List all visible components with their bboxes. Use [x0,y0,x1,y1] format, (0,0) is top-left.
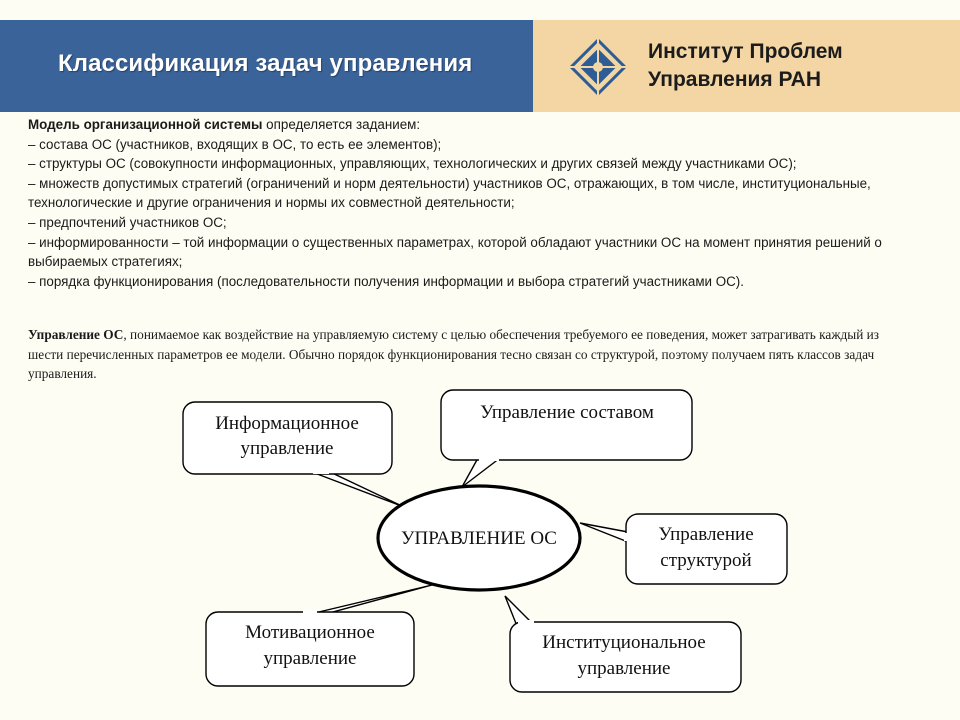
center-node [378,486,580,590]
model-item: – порядка функционирования (последовательности получения информации и выбора стратегий участниками ОС). [28,273,744,289]
callout-motivation-line1: Мотивационное [245,622,375,643]
callout-structure-line1: Управление [658,524,754,545]
callout-info-control [183,402,392,474]
model-item: – предпочтений участников ОС; [28,214,227,230]
callout-structure-line2: структурой [660,550,752,571]
callout-institutional-line1: Институциональное [542,632,706,653]
callout-motivation-line2: управление [263,648,357,669]
callout-structure-control [624,514,787,584]
control-lead-bold: Управление ОС [28,327,124,342]
model-item: – информированности – той информации о существенных параметрах, которой обладают участники ОС на момент принятия решений о выбираемых стратегиях; [28,234,882,270]
connector-composition [462,458,500,487]
institute-name-line2: Управления РАН [648,68,822,91]
callout-info-line1: Информационное [215,413,359,434]
connector-info [312,472,404,507]
connector-structure [580,523,628,542]
model-lead-bold: Модель организационной системы [28,117,263,132]
callout-institutional-line2: управление [577,658,671,679]
callout-institutional-control [510,620,741,692]
model-item: – состава ОС (участников, входящих в ОС, то есть ее элементов); [28,136,442,152]
model-lead-rest: определяется заданием: [262,117,421,132]
model-item: – структуры ОС (совокупности информационных, управляющих, технологических и других связей между участниками ОС); [28,156,797,172]
callout-info-line2: управление [240,438,334,459]
model-item: – множеств допустимых стратегий (ограничений и норм деятельности) участников ОС, отражающих, в том числе, институциональные, технологические и другие ограничения и нормы их совместной деятельности; [28,175,871,211]
callout-motivation-control [206,610,414,686]
callout-composition-control [441,390,692,461]
center-label: УПРАВЛЕНИЕ ОС [401,528,557,549]
page-title: Классификация задач управления [58,50,473,77]
control-paragraph-rest: , понимаемое как воздействие на управляемую систему с целью обеспечения требуемого ее поведения, может затрагивать каждый из шести перечисленных параметров ее модели. Обычно порядок функционирования тесно связан со структурой, поэтому получаем пять классов задач управления. [28,327,880,381]
institute-name-line1: Институт Проблем [648,40,843,63]
callout-composition-line1: Управление составом [480,402,654,423]
